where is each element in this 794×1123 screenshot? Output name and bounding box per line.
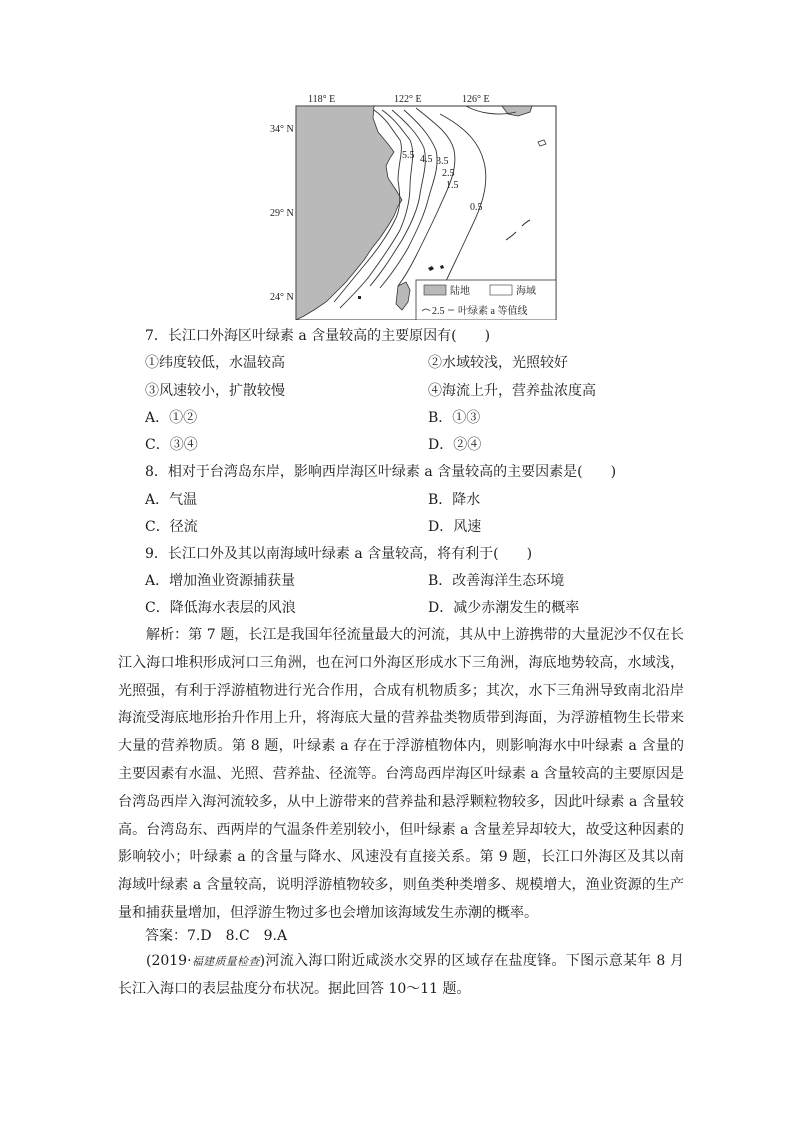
q8-choice-d: D．风速 (428, 519, 482, 535)
q9-choice-d: D．减少赤潮发生的概率 (428, 600, 580, 616)
source-year: (2019· (146, 953, 192, 969)
q9-choice-b: B．改善海洋生态环境 (428, 573, 565, 589)
q7-choice-b: B．①③ (428, 410, 481, 426)
q7-choice-d: D．②④ (428, 437, 482, 453)
q8-choice-c: C．径流 (145, 519, 198, 535)
q8-stem: 8．相对于台湾岛东岸，影响西岸海区叶绿素 a 含量较高的主要因素是( ) (145, 464, 617, 480)
lat-label: 29° N (270, 208, 294, 219)
analysis-paragraph (118, 622, 684, 928)
q9-stem: 9．长江口外及其以南海域叶绿素 a 含量较高，将有利于( ) (145, 546, 533, 562)
legend-isoline-value: 2.5 (432, 306, 445, 317)
contour-label: 5.5 (402, 150, 415, 161)
q7-choice-a: A．①② (145, 410, 198, 426)
next-intro-text: 河流入海口附近咸淡水交界的区域存在盐度锋。下图示意某年 8 月长江入海口的表层盐度分布状况。据此回答 10～11 题。 (118, 953, 685, 997)
q9-choice-a: A．增加渔业资源捕获量 (145, 573, 296, 589)
q9-choice-c: C．降低海水表层的风浪 (145, 600, 296, 616)
legend-sea-label: 海域 (516, 286, 536, 297)
answer-line: 答案：7.D 8.C 9.A (145, 928, 288, 944)
map-svg (270, 90, 570, 320)
q7-option: ④海流上升，营养盐浓度高 (428, 383, 596, 399)
q7-choice-c: C．③④ (145, 437, 198, 453)
contour-label: 4.5 (420, 154, 433, 165)
source-close: ) (259, 953, 266, 969)
lat-label: 34° N (270, 124, 294, 135)
map-legend (416, 280, 556, 320)
lon-label: 118° E (308, 94, 336, 105)
chlorophyll-map (270, 90, 570, 320)
next-intro-paragraph (118, 948, 684, 1004)
contour-label: 0.5 (470, 202, 483, 213)
q8-choice-b: B．降水 (428, 492, 481, 508)
contour-label: 2.5 (442, 168, 455, 179)
q8-choice-a: A．气温 (145, 492, 198, 508)
q7-option: ③风速较小，扩散较慢 (145, 383, 285, 399)
contour-label: 1.5 (446, 180, 459, 191)
legend-sea-swatch (490, 285, 512, 295)
q7-option: ②水域较浅，光照较好 (428, 355, 568, 371)
source-name: 福建质量检查 (191, 955, 260, 968)
lat-label: 24° N (270, 292, 294, 303)
legend-land-label: 陆地 (450, 286, 470, 297)
q7-option: ①纬度较低，水温较高 (145, 355, 285, 371)
lon-label: 122° E (394, 94, 422, 105)
island-3 (358, 296, 361, 299)
lon-label: 126° E (462, 94, 490, 105)
analysis-text: 解析：第 7 题，长江是我国年径流量最大的河流，其从中上游携带的大量泥沙不仅在长江入海口堆积形成河口三角洲，也在河口外海区形成水下三角洲，海底地势较高，水域浅，光照强，有利于浮游植物进行光合作用，合成有机物质多；其次，水下三角洲导致南北沿岸海流受海底地形抬升作用上升，将海底大量的营养盐类物质带到海面，为浮游植物生长带来大量的营养物质。第 8 题，叶绿素 a 存在于浮游植物体内，则影响海水中叶绿素 a 含量的主要因素有水温、光照、营养盐、径流等。台湾岛西岸海区叶绿素 a 含量较高的主要原因是台湾岛西岸入海河流较多，从中上游带来的营养盐和悬浮颗粒物较多，因此叶绿素 a 含量较高。台湾岛东、西两岸的气温条件差别较小，但叶绿素 a 含量差异却较大，故受这种因素的影响较小；叶绿素 a 的含量与降水、风速没有直接关系。第 9 题，长江口外海区及其以南海域叶绿素 a 含量较高，说明浮游植物较多，则鱼类种类增多、规模增大，渔业资源的生产量和捕获量增加，但浮游生物过多也会增加该海域发生赤潮的概率。 (118, 627, 684, 921)
legend-land-swatch (424, 285, 446, 295)
q7-stem: 7．长江口外海区叶绿素 a 含量较高的主要原因有( ) (145, 328, 491, 344)
legend-isoline-label: 叶绿素 a 等值线 (458, 306, 528, 317)
contour-label: 3.5 (436, 156, 449, 167)
